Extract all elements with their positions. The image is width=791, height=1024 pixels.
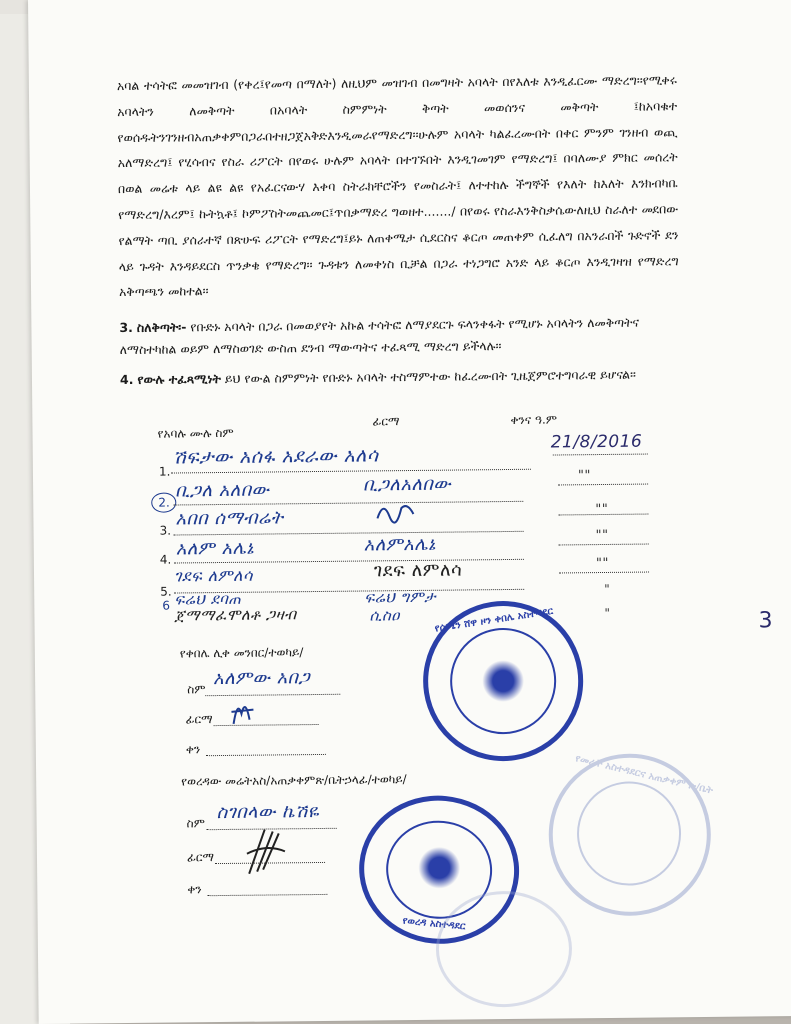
office-block-title: የወረዳው መሬትአስ/አጠቃቀምጽ/ቤትኃላፊ/ተወካይ/: [181, 772, 407, 789]
header-date: ቀንና ዓ.ም: [510, 412, 558, 427]
kebele-stamp-text: የሰሜን ሸዋ ዞን ቀበሌ አስተዳደር: [434, 605, 554, 635]
member-date: "": [595, 555, 609, 572]
member-date: "": [577, 468, 592, 484]
date-line: [559, 544, 649, 546]
woreda-stamp-text: የወረዳ አስተዳደር: [402, 915, 466, 933]
member-signature: ቢጋለአለበው: [362, 473, 452, 496]
member-number: 6: [162, 598, 171, 613]
kebele-signature-scribble: [227, 694, 257, 728]
kebele-stamp: [412, 590, 594, 772]
section-3: [119, 311, 679, 361]
member-name: አበበ ሰማብሬት: [175, 507, 284, 530]
office-date-line: [207, 894, 327, 896]
office-name-value: ስገበላው ኬሽዬ: [216, 800, 320, 824]
member-signature: አለምአሌኔ: [363, 533, 436, 556]
duties-paragraph: አባል ተሳትፎ መመዝገብ (የቀረ፤የመጣ በማለት) ለዚህም መዝገብ በመግዛት አባላት በየእለቱ እንዲፈርሙ ማድረግ፡፡የሚቀሩ አባላትን ለመቅጣት በአባላት ስምምነት ቅጣት መወሰንና መቅጣት ፤ከአባቁተ የወሰዱትንገንዘብአጠቃቀምበጋራበተዘጋጀአቅድእንዲመራየማድረግ፡፡ሁሉም አባላት ካልፈረሙበት በቀር ምንም ገንዘብ ወጪ አለማድረግ፤ የሂሳብና የስራ ሪፖርት በየወሩ ሁሉም አባላት በተገኙበት እንዲገመገም የማድረግ፤ በባለሙያ ምክር መሰረት በወል መሬቱ ላይ ልዩ ልዩ የአፈርናውሃ እቀባ ስትራክቸሮችን የመስራት፤ ለተተከሉ ችግኞች የእለት ከእለት እንክብካቤ የማድረግ/እረም፤ ኩትኳቶ፤ ኮምፖስትመጨመር፤ጥበቃማድረ ግወዘተ......./ በየወሩ የስራእንቅስቃሴውለዚህ ስራለተ መደበው የልማት ጣቢ ያሰራተኛ በጽሁፍ ሪፖርት የማድረግ፤ይኑ ለጠቀሜታ ሲደርስና ቆርጦ መጠቀም ሲፈለግ በአንራበች ጉድኖች ደን ላይ ጉዳት እንዳይደርስ ጥንቃቄ የማድረግ፡፡ ጉዳቱን ለመቀነስ ቢቻል በጋራ ተነጋግሮ አንድ ላይ ቆርጦ እንዲገዛዝ የማድረግ አቅጣጫን መከተል፡፡: [116, 72, 679, 300]
member-number: 3.: [159, 523, 172, 538]
office-date-label: ቀን: [187, 882, 202, 897]
kebele-block-title: የቀበሌ ሊቀ መንበር/ተወካይ/: [179, 645, 304, 661]
member-name: ሽፍታው አሰፋ አደራው አለሳ: [172, 444, 379, 469]
member-name: ጀማማፈሞለቶ ጋዛብ: [174, 605, 297, 625]
member-name: ገደፍ ለምለሳ: [173, 565, 253, 586]
date-line: [559, 572, 649, 574]
section-4: [120, 363, 680, 391]
member-date: ": [604, 581, 611, 596]
member-name: ቢጋለ አለበው: [175, 479, 270, 502]
member-number: 4.: [159, 552, 172, 567]
office-signature-scribble: [243, 823, 290, 877]
kebele-date-label: ቀን: [185, 742, 201, 757]
member-number: 2.: [151, 492, 177, 512]
name-line: [171, 469, 531, 474]
faded-stamp: [435, 890, 572, 1007]
kebele-signature-label: ፊርማ: [185, 712, 213, 727]
section-3-title: ስለቅጣት፡-: [136, 319, 187, 335]
section-4-text: ይህ የውል ስምምነት የቡድኑ አባላት ተስማምተው ከፈረሙበት ጊዜጀምሮተግባራዊ ይሆናል፡፡: [224, 366, 637, 386]
member-signature-scribble: [373, 496, 418, 526]
member-signature: ፍሬህ ግምታ: [364, 587, 437, 607]
member-date: "": [595, 501, 609, 518]
member-date: 21/8/2016: [550, 431, 643, 453]
kebele-name-value: አለምው አበጋ: [213, 667, 311, 690]
office-signature-label: ፊርማ: [186, 850, 215, 865]
name-line: [173, 501, 523, 506]
section-3-text: የቡድኑ አባላት በጋራ በመወያየት አኩል ተሳትፎ ለማያደርጉ ፍላንቀፋት የሚሆኑ አባላትን ለመቅጣትና ለማስተካከል ወይም ለማስወገድ ውስጠ ደንብ ማውጣትና ተፈጻሚ ማድረግ ይችላሉ፡፡: [119, 314, 640, 358]
member-signature: ሲስዐ: [369, 606, 400, 625]
member-signature: ገደፍ ለምለሳ: [373, 559, 463, 582]
section-3-number: 3.: [119, 319, 133, 336]
name-line: [174, 531, 524, 536]
section-4-title: የውሉ ተፈጻሚነት: [137, 371, 221, 387]
member-number: 5.: [160, 584, 172, 599]
kebele-name-label: ስም: [187, 682, 206, 697]
kebele-name-line: [205, 694, 340, 696]
member-date: "": [595, 527, 609, 544]
header-signature: ፊርማ: [372, 414, 400, 429]
office-name-label: ስም: [186, 816, 205, 831]
document-page: [28, 0, 791, 1024]
member-number: 1.: [158, 464, 171, 479]
member-name: አለም አሌኔ: [175, 537, 255, 560]
member-date: ": [604, 605, 611, 620]
office-stamp: [532, 737, 727, 932]
office-stamp-text: የመሬት አስተዳደርና አጠቃቀም ጽ/ቤት: [574, 753, 714, 797]
member-name: ፍሬህ ደባጠ: [174, 589, 242, 609]
page-number: 3: [758, 608, 774, 634]
date-line: [553, 454, 648, 456]
name-line: [174, 559, 524, 564]
date-line: [558, 484, 648, 486]
kebele-date-line: [206, 754, 326, 756]
section-4-number: 4.: [119, 371, 134, 388]
header-member-name: የአባሉ ሙሉ ስም: [157, 425, 234, 441]
